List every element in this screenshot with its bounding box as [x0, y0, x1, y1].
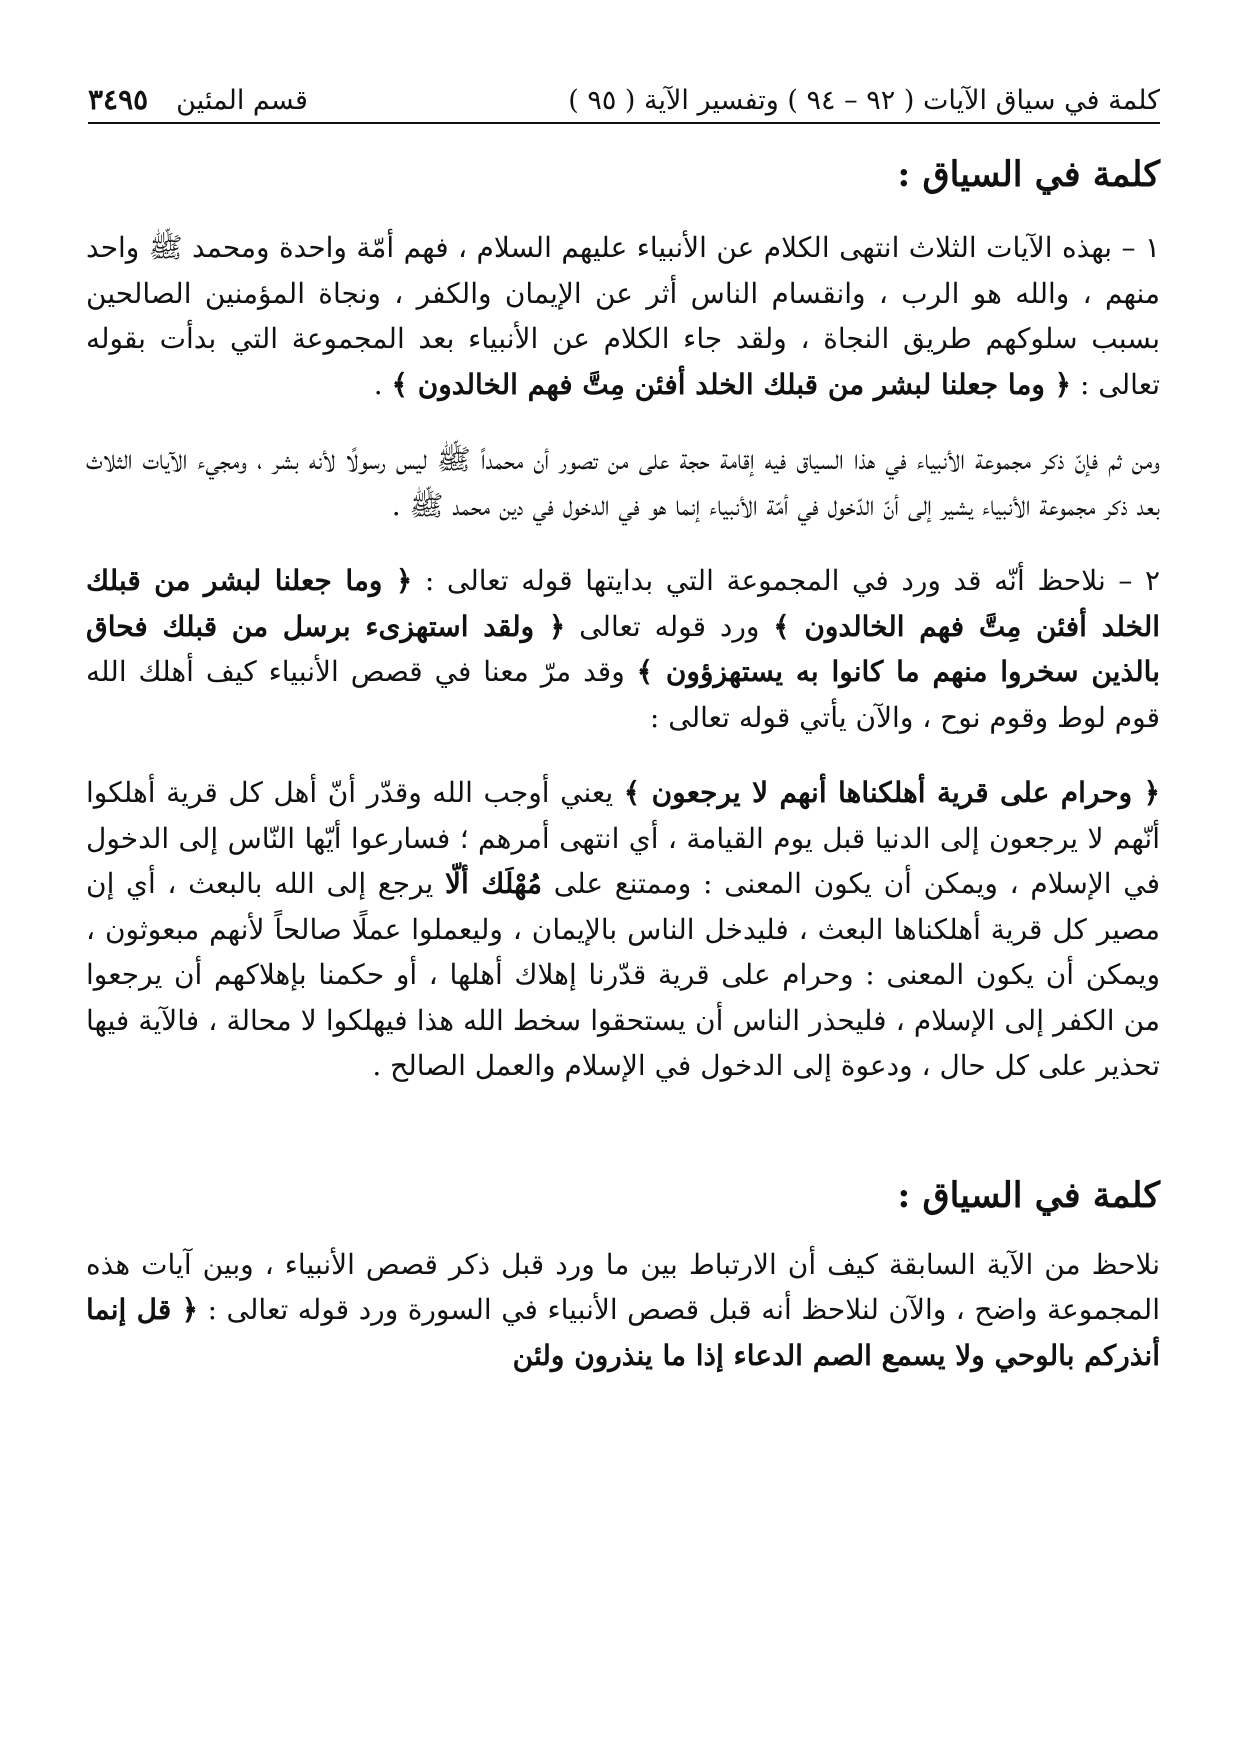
header-left-group [88, 83, 308, 116]
page-number: ٣٤٩٥ [88, 83, 149, 116]
quran-verse: ﴿ وما جعلنا لبشر من قبلك الخلد أفئن مِتَّ فهم الخالدون ﴾ [86, 564, 1160, 643]
paragraph-text: وقد مرّ معنا في قصص الأنبياء كيف أهلك الله قوم لوط وقوم نوح ، والآن يأتي قوله تعالى : [86, 655, 1160, 734]
quran-verse: ﴿ وحرام على قرية أهلكناها أنهم لا يرجعون ﴾ [623, 776, 1160, 809]
paragraph-text: نلاحظ من الآية السابقة كيف أن الارتباط بين ما ورد قبل ذكر قصص الأنبياء ، وبين آيات هذه المجموعة واضح ، والآن لنلاحظ أنه قبل قصص الأنبياء في السورة ورد قوله تعالى : [86, 1247, 1160, 1326]
emphasized-word: مُهْلَك ألّا [444, 867, 543, 900]
quran-verse: ﴿ وما جعلنا لبشر من قبلك الخلد أفئن مِتَّ فهم الخالدون ﴾ [391, 367, 1072, 401]
page-content [86, 140, 1160, 1734]
running-title: كلمة في سياق الآيات ( ٩٢ – ٩٤ ) وتفسير الآية ( ٩٥ ) [568, 85, 1160, 116]
quran-verse: ﴿ قل إنما أنذركم بالوحي ولا يسمع الصم الدعاء إذا ما ينذرون ولئن [86, 1293, 1160, 1372]
paragraph-4 [86, 770, 1160, 1089]
section-name: قسم المئين [176, 85, 308, 116]
paragraph-text: ١ – بهذه الآيات الثلاث انتهى الكلام عن الأنبياء عليهم السلام ، فهم أمّة واحدة ومحمد ﷺ واحد منهم ، والله هو الرب ، وانقسام الناس أثر عن الإيمان والكفر ، ونجاة المؤمنين الصالحين بسبب سلوكهم طريق النجاة ، ولقد جاء الكلام عن الأنبياء بعد المجموعة التي بدأت بقوله تعالى : [86, 231, 1160, 401]
paragraph-text: يعني أوجب الله وقدّر أنّ أهل كل قرية أهلكوا أنّهم لا يرجعون إلى الدنيا قبل يوم القيامة ، أي انتهى أمرهم ؛ فسارعوا أيّها النّاس إلى الدخول في الإسلام ، ويمكن أن يكون المعنى : وممتنع على [86, 776, 1160, 900]
paragraph-2: ومن ثم فإنّ ذكر مجموعة الأنبياء في هذا السياق فيه إقامة حجة على من تصور أن محمداً ﷺ ليس رسولًا لأنه بشر ، ومجيء الآيات الثلاث بعد ذكر مجموعة الأنبياء يشير إلى أنّ الدّخول في أمّة الأنبياء إنما هو في الدخول في دين محمد ﷺ . [86, 443, 1160, 522]
paragraph-text: يرجع إلى الله بالبعث ، أي إن مصير كل قرية أهلكناها البعث ، فليدخل الناس بالإيمان ، وليعملوا عملًا صالحاً لأنهم مبعوثون ، ويمكن أن يكون المعنى : وحرام على قرية قدّرنا إهلاك أهلها ، أو حكمنا بإهلاكهم أن يرجعوا من الكفر إلى الإسلام ، فليحذر الناس أن يستحقوا سخط الله هذا فيهلكوا لا محالة ، فالآية فيها تحذير على كل حال ، ودعوة إلى الدخول في الإسلام والعمل الصالح . [86, 867, 1160, 1082]
paragraph-text: ورد قوله تعالى [565, 609, 774, 643]
paragraph-1 [86, 225, 1160, 407]
paragraph-3 [86, 558, 1160, 740]
page-header [88, 62, 1160, 124]
quran-verse: ﴿ ولقد استهزىء برسل من قبلك فحاق بالذين سخروا منهم ما كانوا به يستهزؤون ﴾ [86, 609, 1160, 688]
paragraph-text: . [373, 367, 392, 401]
section-heading: كلمة في السياق : [897, 154, 1160, 195]
paragraph-text: ٢ – نلاحظ أنّه قد ورد في المجموعة التي بدايتها قوله تعالى : [412, 564, 1160, 597]
paragraph-5 [86, 1242, 1160, 1379]
section-heading: كلمة في السياق : [897, 1174, 1160, 1216]
